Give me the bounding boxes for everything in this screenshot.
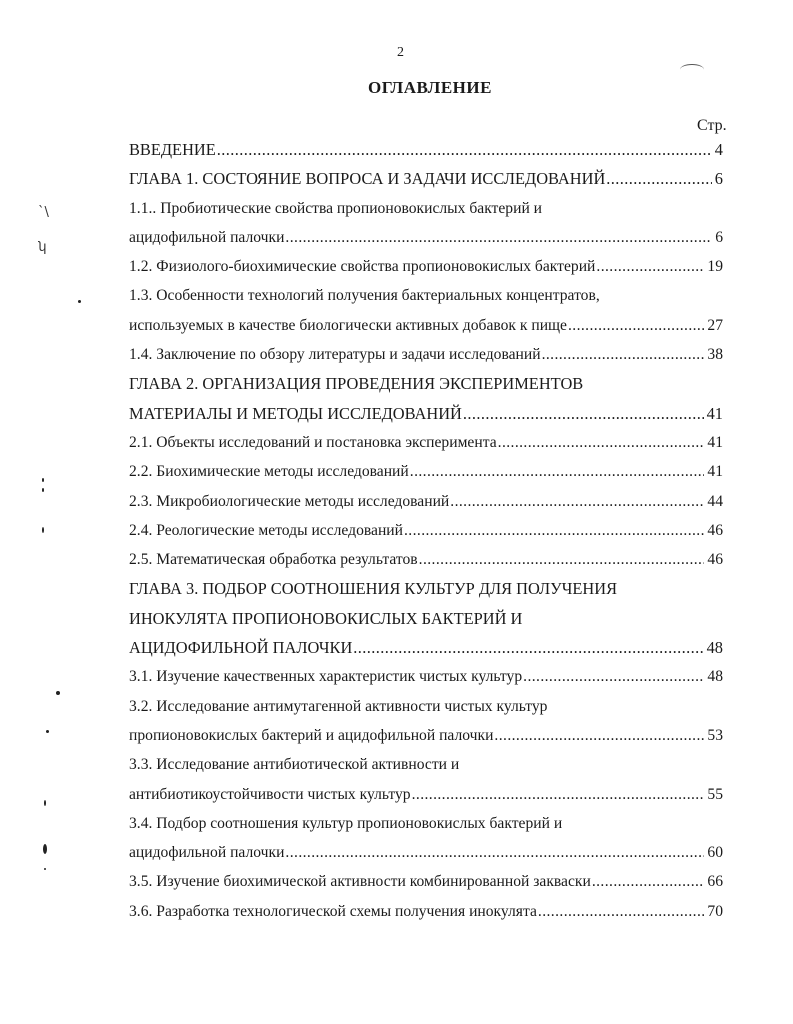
toc-entry-text: 1.3. Особенности технологий получения бактериальных концентратов, [129, 287, 600, 305]
toc-section-entry [129, 311, 723, 340]
scan-mark [680, 64, 704, 75]
toc-section-entry [129, 223, 723, 252]
toc-entry-page: 46 [707, 521, 723, 539]
toc-entry-page: 46 [707, 551, 723, 569]
toc-section-entry [129, 487, 723, 516]
toc-entry-text: антибиотикоустойчивости чистых культур [129, 785, 411, 803]
toc-entry-text: 3.2. Исследование антимутагенной активности чистых культур [129, 697, 548, 715]
toc-section-entry [129, 516, 723, 545]
toc-leader-dots [217, 135, 712, 164]
toc-leader-dots [404, 516, 704, 545]
toc-entry-page: 48 [706, 638, 723, 658]
toc-entry-text: 3.3. Исследование антибиотической активности и [129, 756, 460, 774]
toc-section-entry [129, 662, 723, 691]
toc-entry-page: 44 [707, 492, 723, 510]
toc-leader-dots [494, 721, 704, 750]
toc-section-entry [129, 780, 723, 809]
toc-section-entry [129, 281, 723, 310]
toc-chapter-entry [129, 633, 723, 662]
scan-speck [78, 300, 81, 303]
toc-chapter-entry [129, 164, 723, 193]
toc-entry-page: 6 [715, 228, 723, 246]
toc-entry-text: ГЛАВА 2. ОРГАНИЗАЦИЯ ПРОВЕДЕНИЯ ЭКСПЕРИМЕНТОВ [129, 374, 584, 394]
toc-entry-text: 1.2. Физиолого-биохимические свойства пропионовокислых бактерий [129, 258, 596, 276]
toc-entry-text: пропионовокислых бактерий и ацидофильной палочки [129, 726, 494, 744]
toc-section-entry [129, 750, 723, 779]
toc-section-entry [129, 809, 723, 838]
page-title: ОГЛАВЛЕНИЕ [368, 78, 492, 97]
toc-chapter-entry [129, 574, 723, 603]
toc-entry-text: 1.4. Заключение по обзору литературы и задачи исследований [129, 346, 541, 364]
toc-leader-dots [596, 252, 704, 281]
toc-leader-dots [592, 867, 705, 896]
toc-leader-dots [606, 164, 712, 193]
toc-section-entry [129, 252, 723, 281]
toc-chapter-entry [129, 604, 723, 633]
toc-entry-page: 41 [707, 463, 723, 481]
toc-leader-dots [285, 223, 712, 252]
toc-leader-dots [450, 487, 704, 516]
toc-entry-text: 2.3. Микробиологические методы исследований [129, 492, 450, 510]
toc-section-entry [129, 897, 723, 926]
toc-leader-dots [568, 311, 704, 340]
toc-entry-page: 27 [707, 316, 723, 334]
toc-entry-text: ИНОКУЛЯТА ПРОПИОНОВОКИСЛЫХ БАКТЕРИЙ И [129, 608, 523, 628]
toc-entry-page: 55 [707, 785, 723, 803]
toc-entry-page: 66 [707, 873, 723, 891]
toc-section-entry [129, 457, 723, 486]
toc-entry-text: 1.1.. Пробиотические свойства пропионовокислых бактерий и [129, 199, 543, 217]
scan-speck [42, 527, 44, 533]
toc-leader-dots [463, 399, 704, 428]
toc-chapter-entry [129, 399, 723, 428]
toc-leader-dots [498, 428, 705, 457]
toc-leader-dots [410, 457, 705, 486]
toc-leader-dots [523, 662, 704, 691]
toc-entry-text: ацидофильной палочки [129, 844, 285, 862]
toc-section-entry [129, 545, 723, 574]
toc-leader-dots [353, 633, 703, 662]
toc-entry-page: 53 [707, 726, 723, 744]
toc-leader-dots [538, 897, 705, 926]
toc-leader-dots [419, 545, 705, 574]
scan-speck [56, 691, 60, 695]
toc-entry-text: 2.5. Математическая обработка результатов [129, 551, 418, 569]
scan-speck [43, 844, 47, 854]
toc-entry-text: 2.1. Объекты исследований и постановка эксперимента [129, 433, 497, 451]
toc-section-entry [129, 340, 723, 369]
toc-entry-page: 41 [707, 433, 723, 451]
scan-speck [44, 868, 46, 870]
toc-entry-text: ацидофильной палочки [129, 228, 285, 246]
toc-entry-text: МАТЕРИАЛЫ И МЕТОДЫ ИССЛЕДОВАНИЙ [129, 403, 462, 423]
toc-entry-text: 2.4. Реологические методы исследований [129, 521, 403, 539]
toc-entry-text: 3.1. Изучение качественных характеристик чистых культур [129, 668, 523, 686]
toc-entry-page: 4 [714, 140, 723, 159]
toc-entry-page: 38 [707, 346, 723, 364]
toc-entry-text: 3.5. Изучение биохимической активности комбинированной закваски [129, 873, 591, 891]
scan-speck [44, 800, 46, 806]
toc-entry-page: 6 [714, 169, 723, 189]
toc-entry-text: 3.6. Разработка технологической схемы получения инокулята [129, 902, 537, 920]
scan-speck [42, 488, 44, 492]
toc-section-entry [129, 721, 723, 750]
toc-leader-dots [542, 340, 705, 369]
toc-entry-page: 70 [707, 902, 723, 920]
toc-entry-text: ГЛАВА 1. СОСТОЯНИЕ ВОПРОСА И ЗАДАЧИ ИССЛЕДОВАНИЙ [129, 169, 606, 189]
page-number: 2 [397, 45, 404, 60]
toc-entry-text: 3.4. Подбор соотношения культур пропионовокислых бактерий и [129, 814, 563, 832]
toc-section-entry [129, 838, 723, 867]
toc-entry-page: 60 [707, 844, 723, 862]
toc-entry-page: 19 [707, 258, 723, 276]
toc-entry-page: 48 [707, 668, 723, 686]
toc-section-entry [129, 194, 723, 223]
toc-entry-text: ГЛАВА 3. ПОДБОР СООТНОШЕНИЯ КУЛЬТУР ДЛЯ ПОЛУЧЕНИЯ [129, 579, 618, 599]
table-of-contents [129, 135, 723, 926]
toc-section-entry [129, 692, 723, 721]
toc-section-entry [129, 428, 723, 457]
toc-entry-text: 2.2. Биохимические методы исследований [129, 463, 409, 481]
scan-speck [42, 478, 44, 482]
toc-leader-dots [285, 838, 704, 867]
toc-entry-text: АЦИДОФИЛЬНОЙ ПАЛОЧКИ [129, 638, 353, 658]
scan-mark: ʮ [38, 240, 47, 255]
toc-leader-dots [412, 780, 705, 809]
toc-chapter-entry [129, 135, 723, 164]
scan-mark: `\ [38, 205, 49, 220]
toc-entry-page: 41 [706, 403, 723, 423]
toc-section-entry [129, 867, 723, 896]
toc-entry-text: ВВЕДЕНИЕ [129, 140, 216, 159]
page-column-label: Стр. [697, 117, 727, 134]
scan-speck [46, 730, 49, 733]
toc-chapter-entry [129, 369, 723, 398]
toc-entry-text: используемых в качестве биологически активных добавок к пище [129, 316, 567, 334]
